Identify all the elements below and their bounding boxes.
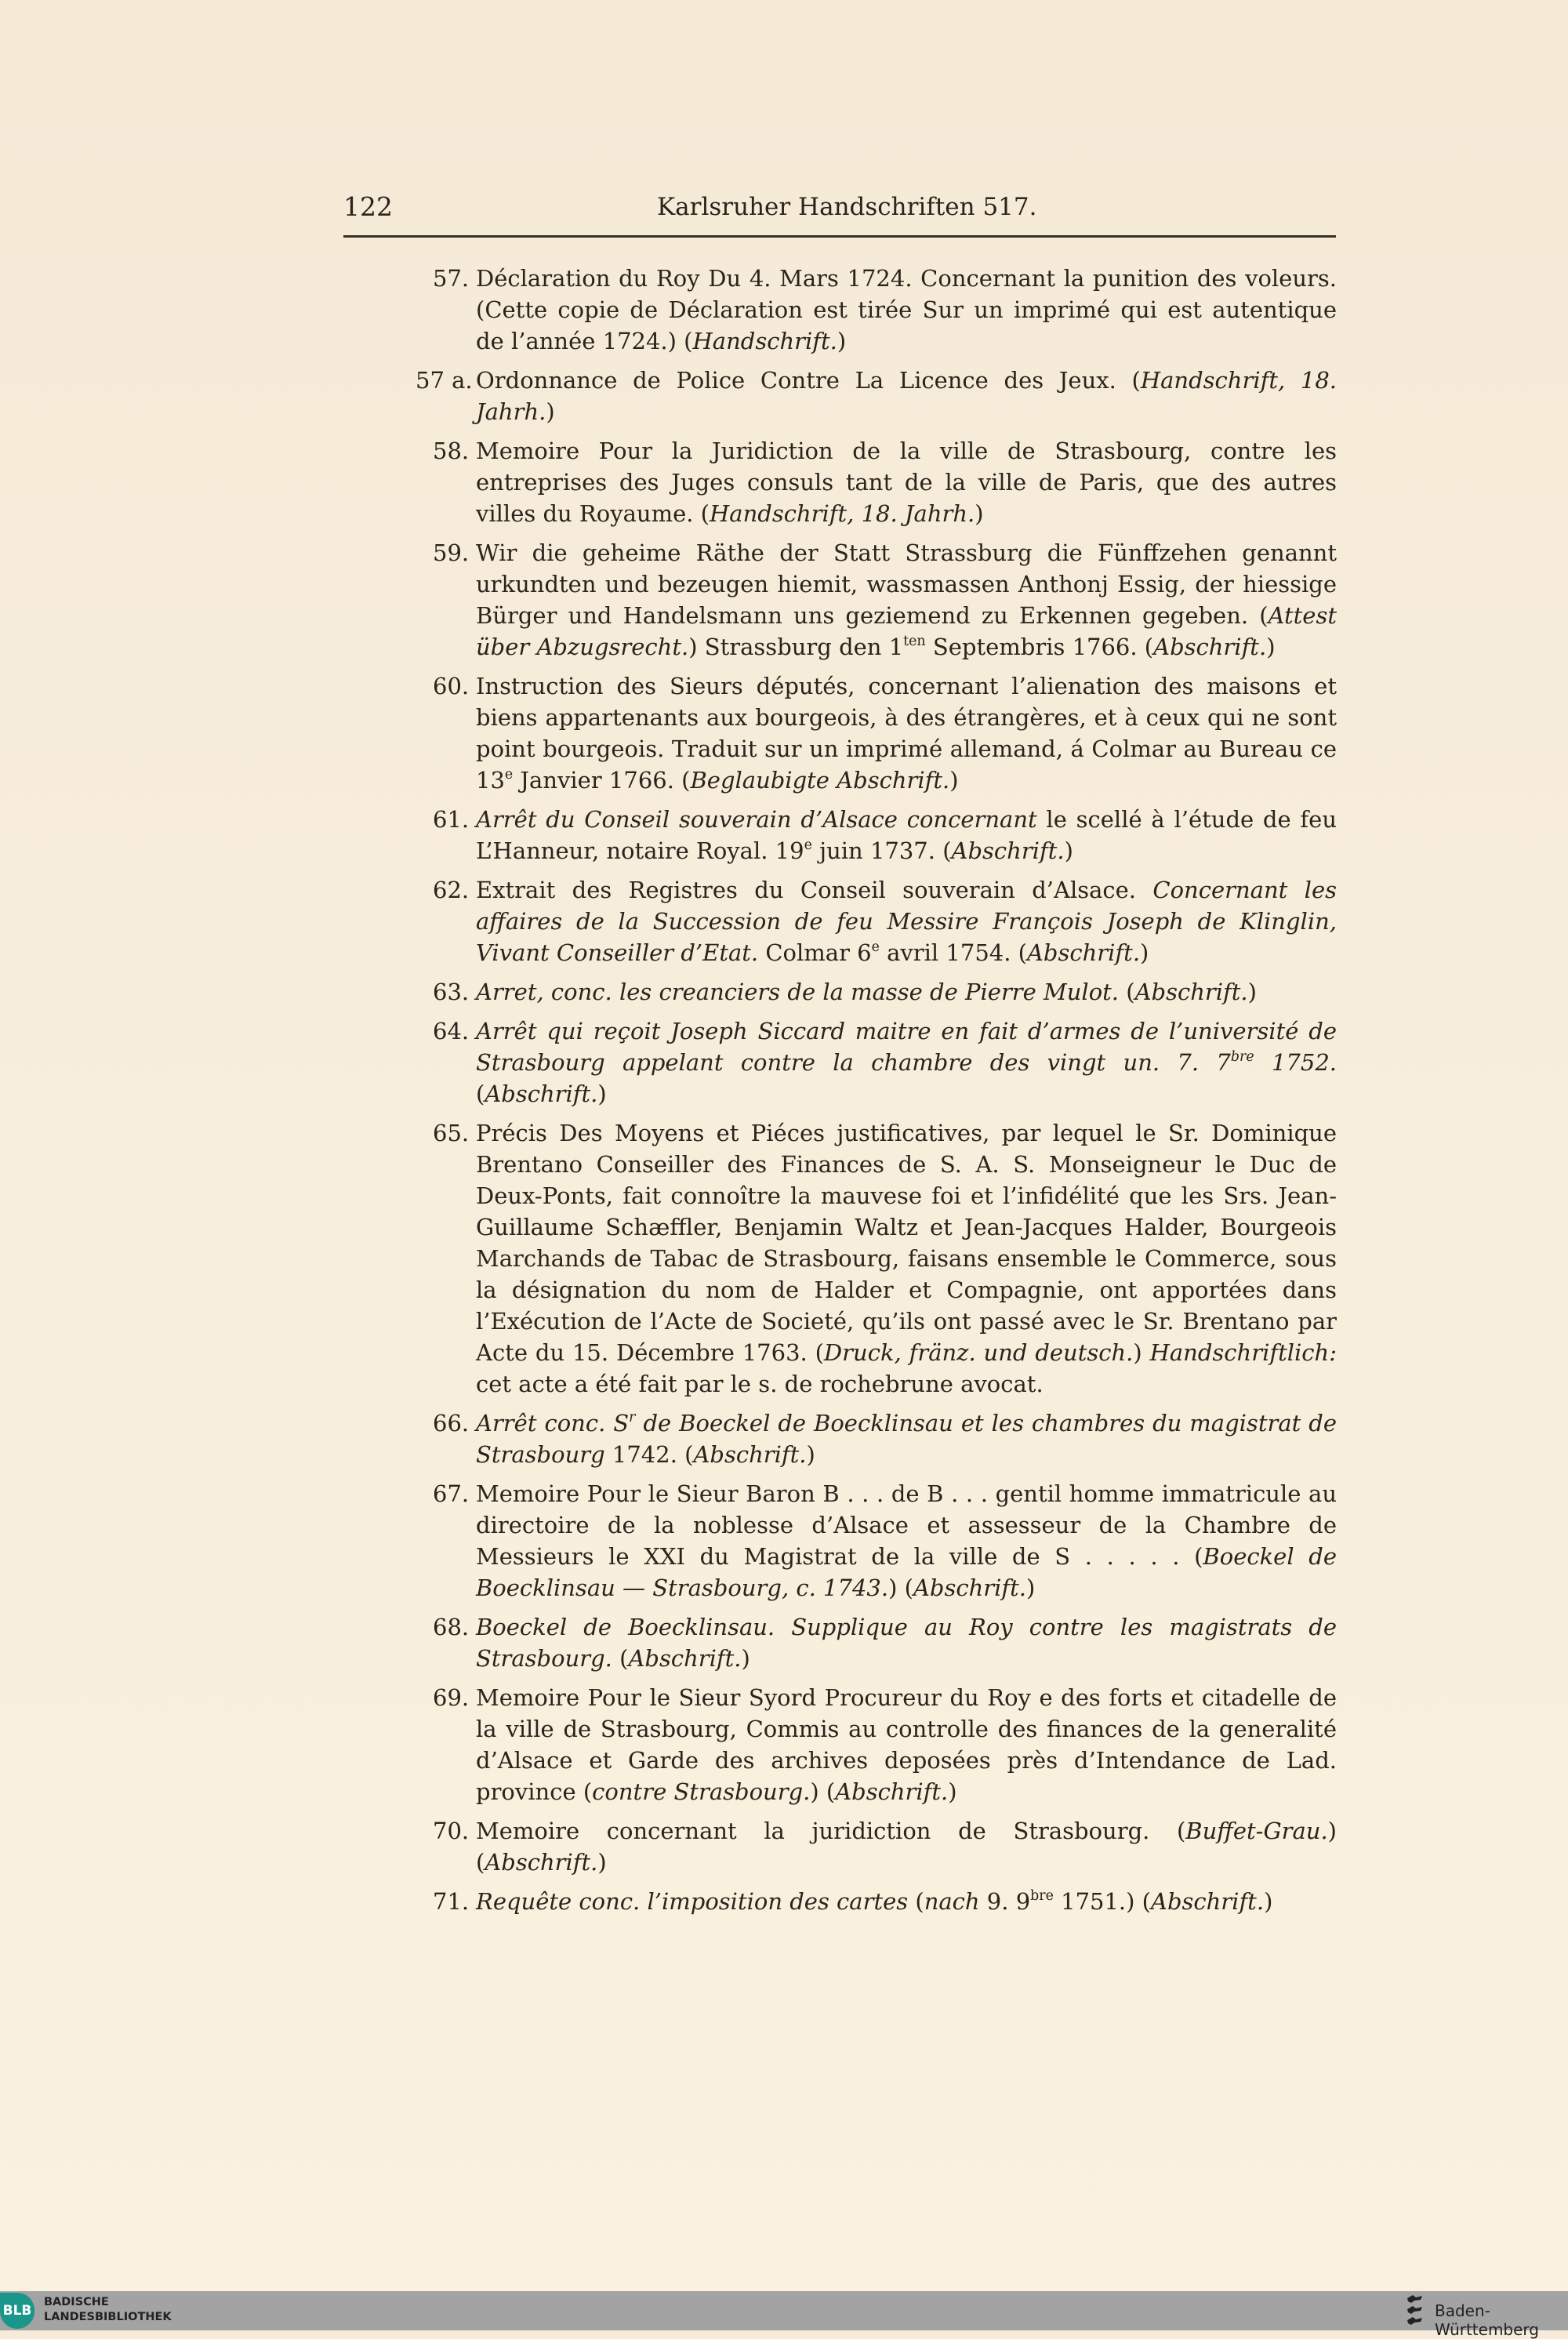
catalog-entry xyxy=(416,1407,1337,1470)
footer-bar xyxy=(0,2291,1568,2339)
catalog-entry xyxy=(416,874,1337,968)
entry-text: Instruction des Sieurs députés, concernant l’alienation des maisons et biens appartenants aux bourgeois, à des étrangères, et à ceux qui ne sont point bourgeois. Traduit sur un imprimé allemand, á Colmar au Bureau ce 13e Janvier 1766. (Beglaubigte Abschrift.) xyxy=(476,673,1337,794)
catalog-entry xyxy=(416,1815,1337,1878)
entry-number: 71. xyxy=(433,1888,470,1915)
entry-number: 70. xyxy=(433,1818,470,1844)
entry-text: Arrêt du Conseil souverain d’Alsace concernant le scellé à l’étude de feu L’Hanneur, notaire Royal. 19e juin 1737. (Abschrift.) xyxy=(476,806,1337,864)
entry-text: Ordonnance de Police Contre La Licence des Jeux. (Handschrift, 18. Jahrh.) xyxy=(476,367,1338,425)
page-header xyxy=(343,191,1336,232)
entry-text: Memoire concernant la juridiction de Strasbourg. (Buffet-Grau.) (Abschrift.) xyxy=(476,1818,1337,1876)
entry-number: 59. xyxy=(433,539,470,566)
library-name-line1: BADISCHE xyxy=(44,2296,109,2308)
entry-text: Précis Des Moyens et Piéces justificatives, par lequel le Sr. Dominique Brentano Conseiller des Finances de S. A. S. Monseigneur le Duc de Deux-Ponts, fait connoître la mauvese foi et l’infidélité que les Srs. Jean-Guillaume Schæffler, Benjamin Waltz et Jean-Jacques Halder, Bourgeois Marchands de Tabac de Strasbourg, faisans ensemble le Commerce, sous la désignation du nom de Halder et Compagnie, ont apportées dans l’Exécution de l’Acte de Societé, qu’ils ont passé avec le Sr. Brentano par Acte du 15. Décembre 1763. (Druck, fränz. und deutsch.) Handschriftlich: cet acte a été fait par le s. de rochebrune avocat. xyxy=(476,1120,1337,1397)
catalog-entry xyxy=(416,263,1337,357)
running-title: Karlsruher Handschriften 517. xyxy=(657,193,1037,221)
catalog-entries xyxy=(416,263,1337,1925)
catalog-entry xyxy=(416,1478,1337,1604)
catalog-entry xyxy=(416,1015,1337,1110)
entry-number: 63. xyxy=(433,979,470,1005)
catalog-entry xyxy=(416,537,1337,663)
catalog-entry xyxy=(416,804,1337,866)
catalog-entry xyxy=(416,1117,1337,1400)
entry-number: 65. xyxy=(433,1120,470,1146)
catalog-entry xyxy=(416,976,1337,1008)
entry-number: 62. xyxy=(433,877,470,903)
entry-text: Arrêt qui reçoit Joseph Siccard maitre en fait d’armes de l’université de Strasbourg appelant contre la chambre des vingt un. 7. $7^{bre}$ 1752. (Abschrift.) xyxy=(476,1018,1337,1107)
blb-logo-icon[interactable]: BLB xyxy=(0,2293,34,2329)
page-number: 122 xyxy=(343,191,393,222)
entry-text: Arrêt conc. $S^r$ de Boeckel de Boecklinsau et les chambres du magistrat de Strasbourg 1742. (Abschrift.) xyxy=(476,1409,1337,1468)
entry-number: 68. xyxy=(433,1614,470,1640)
library-name-line2: LANDESBIBLIOTHEK xyxy=(44,2311,172,2323)
catalog-entry xyxy=(416,670,1337,796)
entry-number: 67. xyxy=(433,1480,470,1507)
entry-text: Boeckel de Boecklinsau. Supplique au Roy contre les magistrats de Strasbourg. (Abschrift.) xyxy=(476,1614,1337,1672)
entry-number: 66. xyxy=(433,1410,470,1436)
library-name[interactable] xyxy=(44,2295,172,2325)
entry-text: Memoire Pour le Sieur Baron B . . . de B . . . gentil homme immatricule au directoire de la noblesse d’Alsace et assesseur de la Chambre de Messieurs le XXI du Magistrat de la ville de S . . . . . (Boeckel de Boecklinsau — Strasbourg, c. 1743.) (Abschrift.) xyxy=(476,1480,1337,1601)
state-name[interactable]: Baden-Württemberg xyxy=(1435,2301,1539,2339)
header-rule xyxy=(343,235,1336,238)
entry-number: 61. xyxy=(433,806,470,833)
baden-wuerttemberg-lions-icon xyxy=(1405,2294,1425,2328)
entry-number: 58. xyxy=(433,438,470,464)
entry-text: Requête conc. l’imposition des cartes (nach 9. $9^{bre}$ 1751.) (Abschrift.) xyxy=(476,1887,1273,1915)
entry-number: 64. xyxy=(433,1018,470,1044)
entry-text: Extrait des Registres du Conseil souverain d’Alsace. Concernant les affaires de la Succession de feu Messire François Joseph de Klinglin, Vivant Conseiller d’Etat. Colmar 6e avril 1754. (Abschrift.) xyxy=(476,877,1337,966)
entry-number: 60. xyxy=(433,673,470,699)
entry-text: Memoire Pour le Sieur Syord Procureur du Roy e des forts et citadelle de la ville de Strasbourg, Commis au controlle des finances de la generalité d’Alsace et Garde des archives deposées près d’Intendance de Lad. province (contre Strasbourg.) (Abschrift.) xyxy=(476,1684,1337,1805)
catalog-entry xyxy=(416,1886,1337,1917)
catalog-entry xyxy=(416,435,1337,529)
entry-number: 57 a. xyxy=(416,367,473,394)
catalog-entry xyxy=(416,1682,1337,1807)
entry-number: 57. xyxy=(433,265,470,292)
entry-number: 69. xyxy=(433,1684,470,1711)
entry-text: Wir die geheime Räthe der Statt Strassburg die Fünffzehen genannt urkundten und bezeugen hiemit, wassmassen Anthonj Essig, der hiessige Bürger und Handelsmann uns geziemend zu Erkennen gegeben. (Attest über Abzugsrecht.) Strassburg den $1^{ten}$ Septembris 1766. (Abschrift.) xyxy=(476,539,1337,660)
entry-text: Memoire Pour la Juridiction de la ville de Strasbourg, contre les entreprises des Juges consuls tant de la ville de Paris, que des autres villes du Royaume. (Handschrift, 18. Jahrh.) xyxy=(476,438,1337,527)
entry-text: Arret, conc. les creanciers de la masse de Pierre Mulot. (Abschrift.) xyxy=(476,979,1257,1005)
catalog-entry xyxy=(416,365,1337,427)
catalog-entry xyxy=(416,1611,1337,1674)
entry-text: Déclaration du Roy Du 4. Mars 1724. Concernant la punition des voleurs. (Cette copie de Déclaration est tirée Sur un imprimé qui est autentique de l’année 1724.) (Handschrift.) xyxy=(476,265,1337,354)
